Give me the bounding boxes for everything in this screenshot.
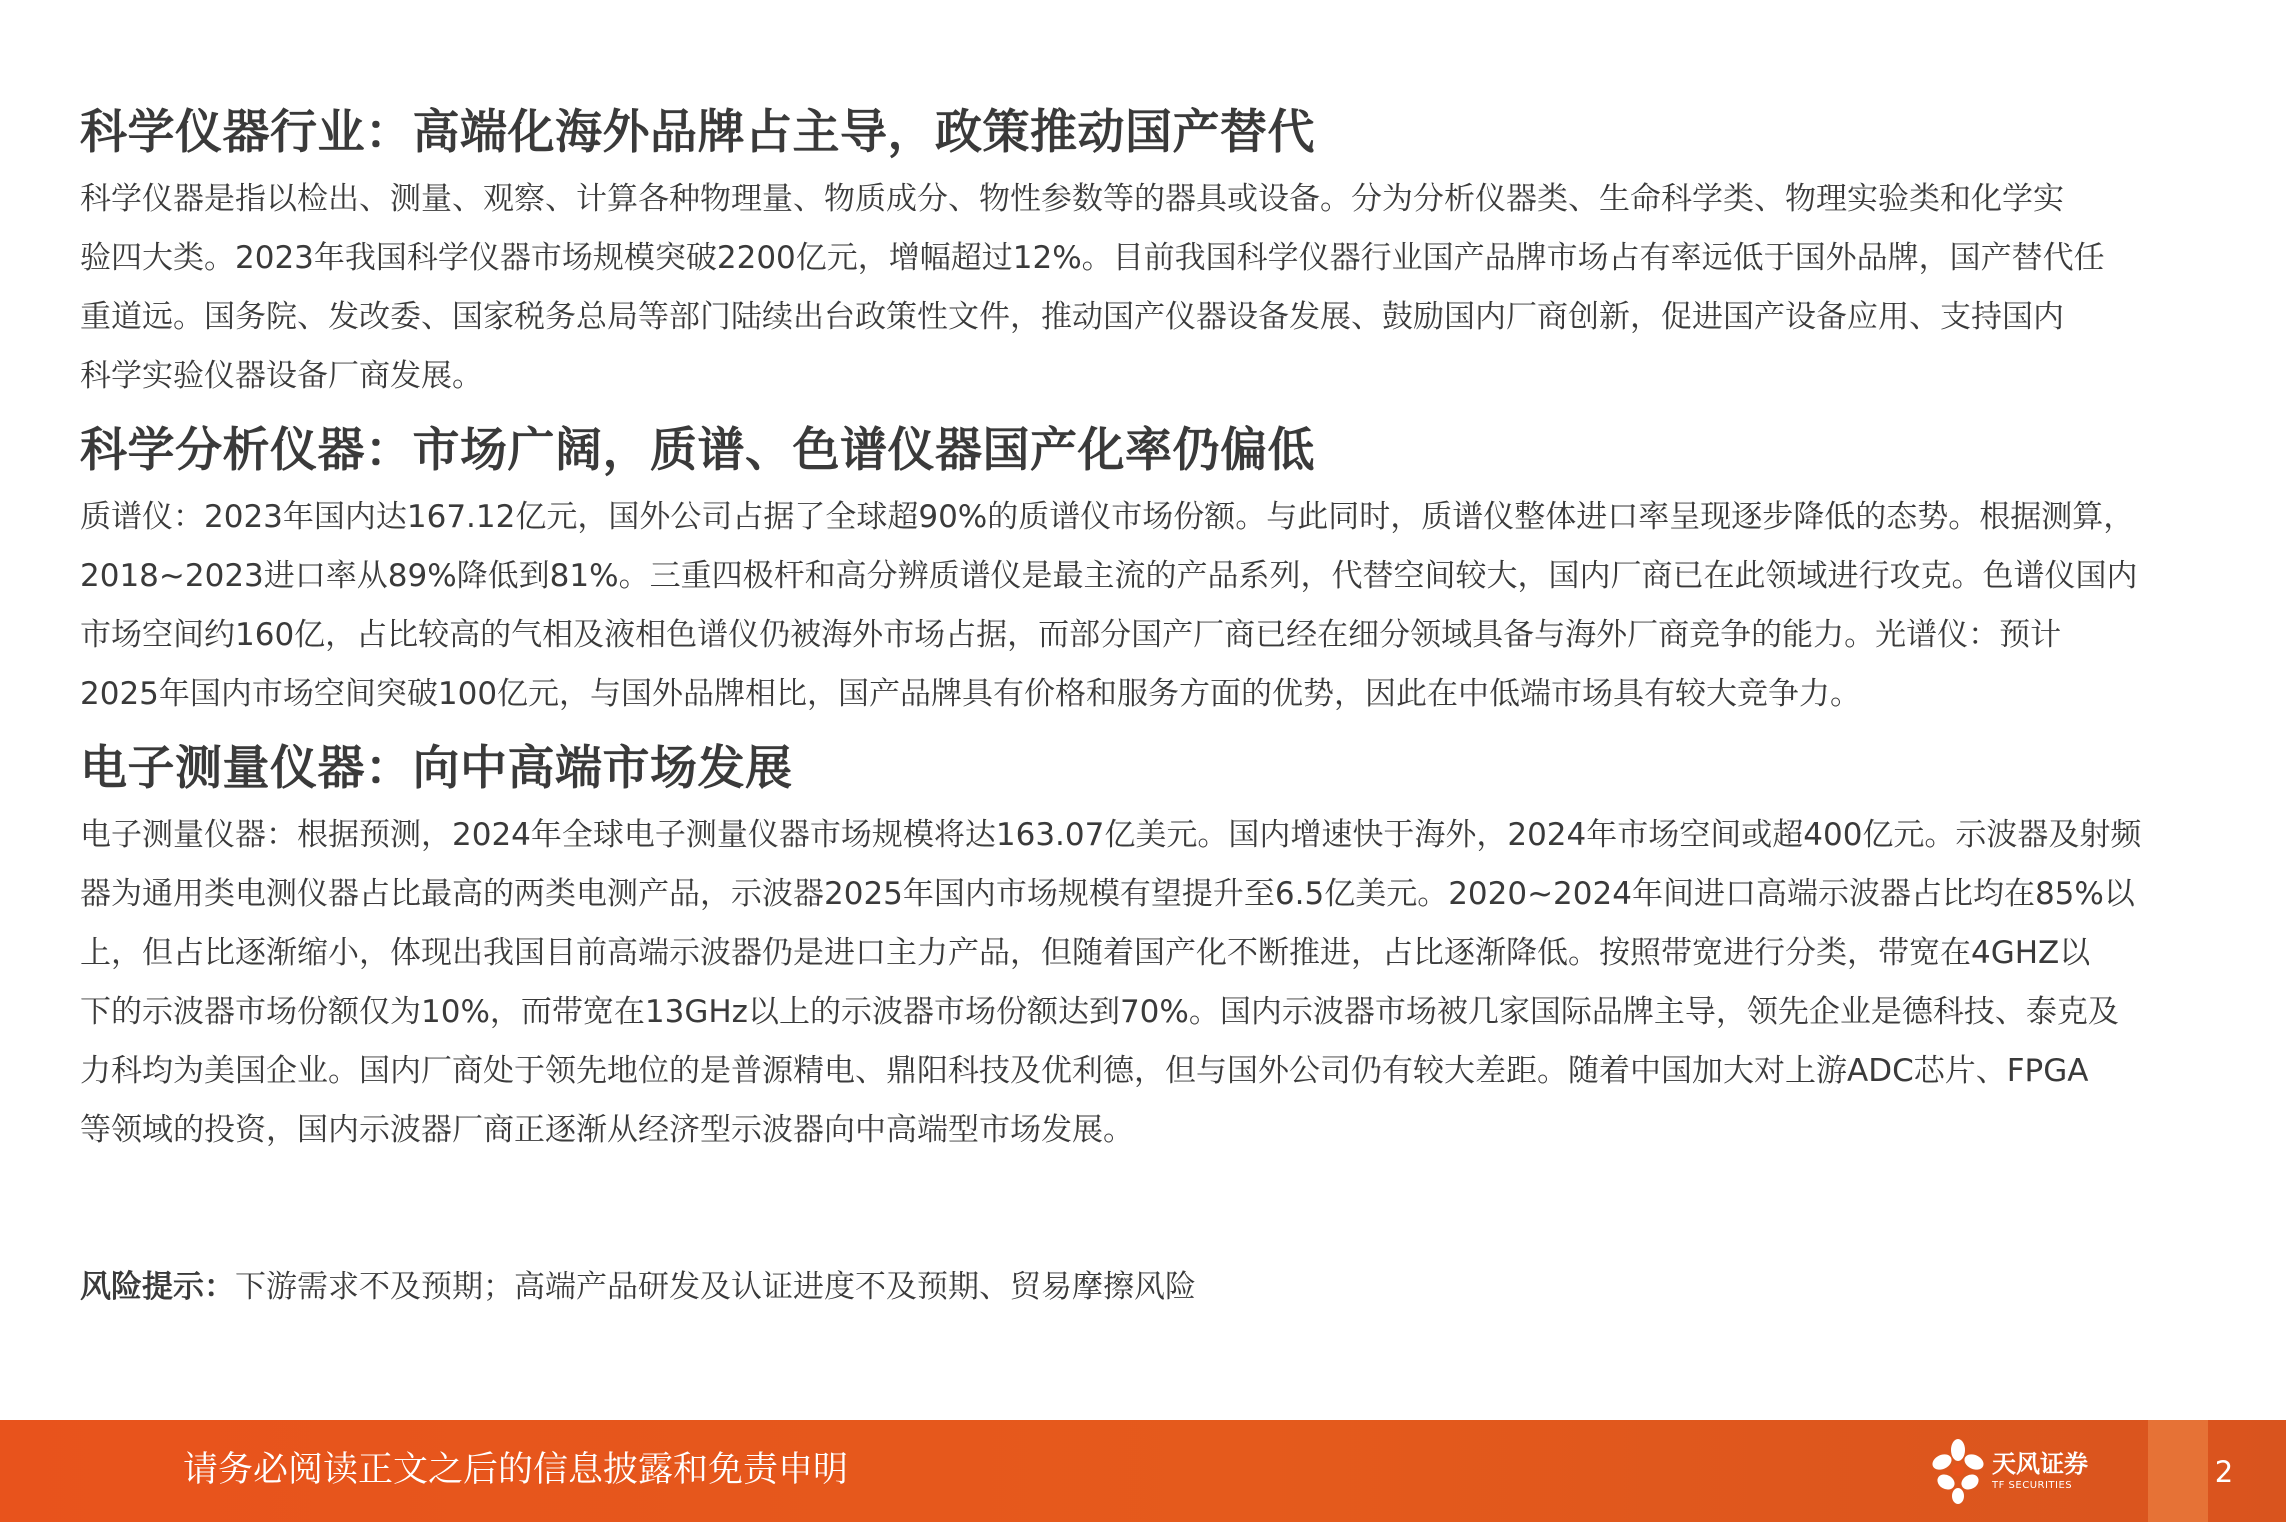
risk-text: 下游需求不及预期；高端产品研发及认证进度不及预期、贸易摩擦风险 <box>235 1269 1196 1305</box>
footer-bar <box>0 1420 2286 1522</box>
page-number: 2 <box>2214 1455 2234 1489</box>
paragraph-line: 力科均为美国企业。国内厂商处于领先地位的是普源精电、鼎阳科技及优利德，但与国外公司仍有较大差距。随着中国加大对上游ADC芯片、FPGA <box>80 1053 2089 1089</box>
section-title: 电子测量仪器：向中高端市场发展 <box>80 741 793 796</box>
risk-label: 风险提示： <box>80 1269 235 1305</box>
tf-securities-logo <box>1928 1434 2088 1508</box>
section-scientific-instruments <box>80 96 2210 406</box>
paragraph-line: 验四大类。2023年我国科学仪器市场规模突破2200亿元，增幅超过12%。目前我国科学仪器行业国产品牌市场占有率远低于国外品牌，国产替代任 <box>80 240 2105 276</box>
paragraph-line: 下的示波器市场份额仅为10%，而带宽在13GHz以上的示波器市场份额达到70%。国内示波器市场被几家国际品牌主导，领先企业是德科技、泰克及 <box>80 994 2119 1030</box>
brand-name-cn: 天风证券 <box>1992 1450 2088 1478</box>
section-analytical-instruments <box>80 414 2210 724</box>
section-paragraph <box>80 806 2210 1160</box>
paragraph-line: 质谱仪：2023年国内达167.12亿元，国外公司占据了全球超90%的质谱仪市场份额。与此同时，质谱仪整体进口率呈现逐步降低的态势。根据测算， <box>80 499 2135 535</box>
section-paragraph <box>80 488 2210 724</box>
paragraph-line: 市场空间约160亿，占比较高的气相及液相色谱仪仍被海外市场占据，而部分国产厂商已经在细分领域具备与海外厂商竞争的能力。光谱仪：预计 <box>80 617 2062 653</box>
paragraph-line: 电子测量仪器：根据预测，2024年全球电子测量仪器市场规模将达163.07亿美元。国内增速快于海外，2024年市场空间或超400亿元。示波器及射频 <box>80 817 2142 853</box>
paragraph-line: 重道远。国务院、发改委、国家税务总局等部门陆续出台政策性文件，推动国产仪器设备发展、鼓励国内厂商创新，促进国产设备应用、支持国内 <box>80 299 2064 335</box>
risk-notice <box>80 1262 1196 1312</box>
main-content <box>80 96 2210 1160</box>
paragraph-line: 等领域的投资，国内示波器厂商正逐渐从经济型示波器向中高端型市场发展。 <box>80 1112 1134 1148</box>
paragraph-line: 科学仪器是指以检出、测量、观察、计算各种物理量、物质成分、物性参数等的器具或设备。分为分析仪器类、生命科学类、物理实验类和化学实 <box>80 181 2064 217</box>
paragraph-line: 科学实验仪器设备厂商发展。 <box>80 358 483 394</box>
brand-name-en: TF SECURITIES <box>1992 1480 2073 1491</box>
paragraph-line: 2018~2023进口率从89%降低到81%。三重四极杆和高分辨质谱仪是最主流的产品系列，代替空间较大，国内厂商已在此领域进行攻克。色谱仪国内 <box>80 558 2138 594</box>
section-paragraph <box>80 170 2210 406</box>
paragraph-line: 上，但占比逐渐缩小，体现出我国目前高端示波器仍是进口主力产品，但随着国产化不断推进，占比逐渐降低。按照带宽进行分类，带宽在4GHZ以 <box>80 935 2091 971</box>
section-electronic-measurement <box>80 732 2210 1160</box>
disclaimer-text: 请务必阅读正文之后的信息披露和免责申明 <box>183 1450 849 1490</box>
page-number-box <box>2148 1420 2208 1522</box>
section-title: 科学分析仪器：市场广阔，质谱、色谱仪器国产化率仍偏低 <box>80 423 1315 478</box>
paragraph-line: 器为通用类电测仪器占比最高的两类电测产品，示波器2025年国内市场规模有望提升至6.5亿美元。2020~2024年间进口高端示波器占比均在85%以 <box>80 876 2135 912</box>
paragraph-line: 2025年国内市场空间突破100亿元，与国外品牌相比，国产品牌具有价格和服务方面的优势，因此在中低端市场具有较大竞争力。 <box>80 676 1862 712</box>
flower-logo-icon <box>1928 1436 1988 1506</box>
section-title: 科学仪器行业：高端化海外品牌占主导，政策推动国产替代 <box>80 105 1315 160</box>
